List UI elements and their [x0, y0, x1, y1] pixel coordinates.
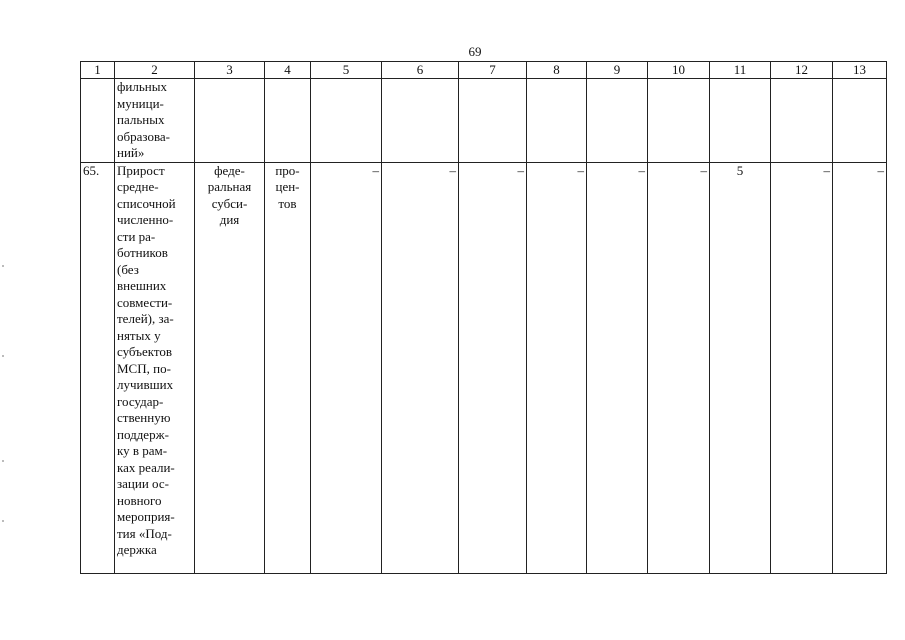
header-cell: 11: [710, 62, 771, 79]
text-line: цен-: [275, 179, 300, 194]
text-line: средне-: [117, 179, 159, 194]
empty-cell: [771, 79, 833, 163]
empty-cell: [311, 79, 382, 163]
header-cell: 9: [587, 62, 648, 79]
header-cell: 1: [81, 62, 115, 79]
unit-cell: [265, 162, 311, 573]
empty-cell: [195, 79, 265, 163]
funding-source-cell: [195, 162, 265, 573]
value-cell-col10: –: [648, 162, 710, 573]
text-line: держка: [117, 542, 157, 557]
continuation-text-cell: [115, 79, 195, 163]
page-number: 69: [468, 44, 482, 59]
value-cell-col7: –: [459, 162, 527, 573]
header-cell: 5: [311, 62, 382, 79]
indicator-table: [80, 61, 887, 574]
empty-cell: [459, 79, 527, 163]
text-line: ральная: [207, 179, 252, 194]
text-line: мероприя-: [117, 509, 175, 524]
text-line: телей), за-: [117, 311, 174, 326]
header-cell: 10: [648, 62, 710, 79]
text-line: (без: [117, 261, 139, 277]
text-line: нятых у: [117, 327, 161, 343]
scan-speck: [2, 355, 4, 357]
text-line: муници-: [117, 95, 164, 111]
value-cell-col13: –: [833, 162, 887, 573]
empty-cell: [382, 79, 459, 163]
text-line: списочной: [117, 195, 176, 211]
header-cell: 8: [527, 62, 587, 79]
text-line: ках реали-: [117, 459, 175, 475]
header-cell: 2: [115, 62, 195, 79]
empty-cell: [710, 79, 771, 163]
text-line: субъектов: [117, 344, 173, 359]
text-line: про-: [275, 162, 300, 178]
text-line: субси-: [211, 195, 248, 211]
text-line: пальных: [117, 112, 165, 127]
scan-speck: [2, 520, 4, 522]
text-line: численно-: [117, 212, 174, 227]
text-line: зации ос-: [117, 476, 169, 491]
scan-speck: [2, 265, 4, 267]
empty-cell: [648, 79, 710, 163]
text-line: поддерж-: [117, 426, 169, 442]
text-line: Прирост: [117, 162, 165, 178]
value-cell-col9: –: [587, 162, 648, 573]
value-cell-col12: –: [771, 162, 833, 573]
table-row-65: [81, 162, 887, 573]
value-cell-col11: 5: [710, 162, 771, 573]
text-line: дия: [219, 212, 240, 227]
text-line: образова-: [117, 128, 171, 144]
indicator-name-cell: [115, 162, 195, 573]
empty-cell: [587, 79, 648, 163]
header-cell: 6: [382, 62, 459, 79]
header-cell: 3: [195, 62, 265, 79]
text-line: ственную: [117, 410, 171, 425]
header-cell: 12: [771, 62, 833, 79]
text-line: ний»: [117, 145, 145, 160]
value-cell-col8: –: [527, 162, 587, 573]
header-cell: 13: [833, 62, 887, 79]
empty-cell: [527, 79, 587, 163]
row-number-cell: 65.: [81, 162, 115, 573]
text-line: государ-: [117, 393, 164, 409]
text-line: тия «Под-: [117, 525, 172, 541]
empty-cell: [833, 79, 887, 163]
text-line: лучивших: [117, 377, 174, 392]
empty-cell: [265, 79, 311, 163]
scan-speck: [2, 460, 4, 462]
text-line: совмести-: [117, 294, 173, 310]
table-header-row: [81, 62, 887, 79]
value-cell-col6: –: [382, 162, 459, 573]
text-line: внешних: [117, 278, 167, 293]
table-row-continuation: [81, 79, 887, 163]
text-line: сти ра-: [117, 228, 156, 244]
text-line: ку в рам-: [117, 443, 168, 458]
text-line: феде-: [214, 162, 245, 178]
text-line: МСП, по-: [117, 360, 171, 376]
header-cell: 7: [459, 62, 527, 79]
text-line: тов: [278, 195, 297, 211]
text-line: новного: [117, 492, 162, 508]
header-cell: 4: [265, 62, 311, 79]
text-line: ботников: [117, 245, 168, 260]
value-cell-col5: –: [311, 162, 382, 573]
empty-cell: [81, 79, 115, 163]
text-line: фильных: [117, 79, 167, 94]
